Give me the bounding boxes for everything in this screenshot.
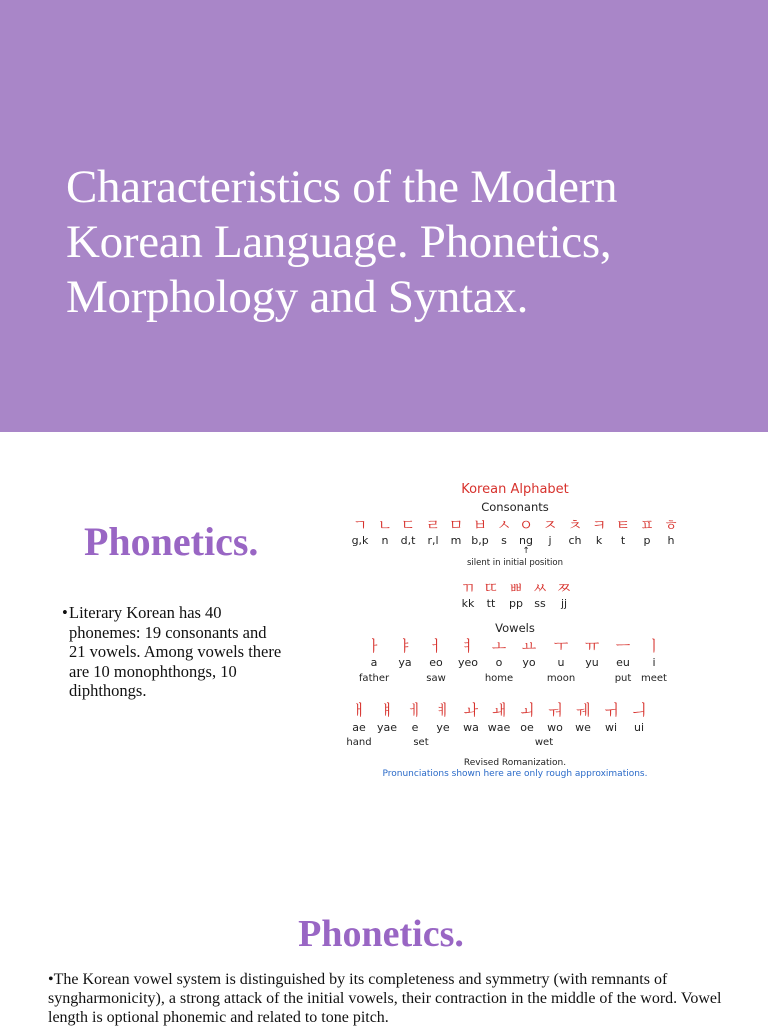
compound-vowel-hangul: ㅔ <box>407 701 423 719</box>
bullet-marker: • <box>48 971 54 988</box>
consonant-hangul: ㅈ <box>542 516 558 534</box>
alphabet-footnote-pronunciation: Pronunciations shown here are only rough approximations. <box>382 769 648 779</box>
vowel-example-word: saw <box>426 673 446 684</box>
compound-vowel-hangul: ㅒ <box>379 701 395 719</box>
consonant-roman: p <box>643 534 651 547</box>
compound-vowel-hangul: ㅞ <box>575 701 591 719</box>
consonant-hangul: ㅁ <box>448 516 464 534</box>
consonant-hangul: ㅋ <box>591 516 607 534</box>
compound-vowel-example-word: wet <box>534 737 554 748</box>
alphabet-title: Korean Alphabet <box>461 482 569 497</box>
consonant-roman: ng <box>519 534 533 547</box>
compound-vowel-roman: yae <box>376 721 398 734</box>
consonant-roman: h <box>667 534 675 547</box>
compound-vowel-hangul: ㅙ <box>491 701 507 719</box>
consonant-roman: b,p <box>471 534 489 547</box>
compound-vowel-example-word: hand <box>346 737 372 748</box>
vowel-roman: eu <box>616 656 630 669</box>
double-consonant-roman: kk <box>461 597 475 610</box>
consonant-hangul: ㅌ <box>615 516 631 534</box>
vowel-hangul: ㅓ <box>428 637 444 655</box>
consonant-hangul: ㅂ <box>472 516 488 534</box>
vowel-hangul: ㅡ <box>615 637 631 655</box>
double-consonant-hangul: ㄸ <box>483 579 499 597</box>
consonant-hangul: ㅎ <box>663 516 679 534</box>
double-consonant-roman: tt <box>486 597 496 610</box>
vowel-example-word: put <box>614 673 632 684</box>
vowel-roman: yu <box>585 656 599 669</box>
vowel-hangul: ㅑ <box>397 637 413 655</box>
compound-vowel-example-word: set <box>413 737 429 748</box>
vowel-roman: i <box>652 656 656 669</box>
consonant-roman: t <box>620 534 626 547</box>
consonant-roman: s <box>501 534 507 547</box>
compound-vowel-hangul: ㅖ <box>435 701 451 719</box>
consonant-hangul: ㄱ <box>352 516 368 534</box>
vowel-hangul: ㅗ <box>491 637 507 655</box>
vowel-roman: yeo <box>457 656 479 669</box>
vowel-example-word: moon <box>546 673 576 684</box>
compound-vowel-roman: we <box>575 721 591 734</box>
vowel-roman: u <box>557 656 565 669</box>
vowel-hangul: ㅕ <box>460 637 476 655</box>
vowel-hangul: ㅣ <box>646 637 662 655</box>
vowel-system-bullet <box>48 970 728 1027</box>
phonetics-heading: Phonetics. <box>84 519 259 564</box>
compound-vowel-roman: ui <box>633 721 645 734</box>
compound-vowel-hangul: ㅝ <box>547 701 563 719</box>
compound-vowel-roman: wo <box>547 721 563 734</box>
vowel-example-word: home <box>484 673 514 684</box>
vowel-example-word: father <box>358 673 390 684</box>
consonant-roman: r,l <box>427 534 439 547</box>
vowel-example-word: meet <box>641 673 667 684</box>
consonant-roman: m <box>450 534 462 547</box>
consonant-roman: k <box>595 534 603 547</box>
compound-vowel-roman: wi <box>604 721 618 734</box>
double-consonant-hangul: ㅃ <box>508 579 524 597</box>
silent-note: silent in initial position <box>467 558 563 568</box>
bullet-marker: • <box>62 603 68 622</box>
consonant-hangul: ㅇ <box>518 516 534 534</box>
bullet-text: The Korean vowel system is distinguished by its completeness and symmetry (with remnants of syngharmonicity), a strong attack of the initial vowels, their contraction in the middle of the word. Vowel length is optional phonemic and related to tone pitch. <box>48 971 722 1026</box>
vowel-roman: o <box>495 656 503 669</box>
vowels-label: Vowels <box>495 621 535 635</box>
double-consonant-roman: ss <box>534 597 546 610</box>
compound-vowel-roman: wa <box>463 721 479 734</box>
compound-vowel-hangul: ㅘ <box>463 701 479 719</box>
compound-vowel-hangul: ㅢ <box>631 701 647 719</box>
alphabet-footnote-romanization: Revised Romanization. <box>463 758 567 768</box>
compound-vowel-hangul: ㅟ <box>603 701 619 719</box>
korean-alphabet-chart <box>330 470 700 790</box>
consonant-roman: d,t <box>400 534 416 547</box>
vowel-hangul: ㅏ <box>366 637 382 655</box>
vowel-roman: eo <box>429 656 443 669</box>
consonant-hangul: ㅍ <box>639 516 655 534</box>
consonant-hangul: ㄷ <box>400 516 416 534</box>
consonant-roman: j <box>548 534 552 547</box>
bullet-text: Literary Korean has 40 phonemes: 19 consonants and 21 vowels. Among vowels there are 10 monophthongs, 10 diphthongs. <box>69 603 282 700</box>
consonant-roman: n <box>381 534 389 547</box>
compound-vowel-roman: e <box>411 721 419 734</box>
compound-vowel-hangul: ㅐ <box>351 701 367 719</box>
vowel-roman: yo <box>522 656 536 669</box>
consonant-roman: g,k <box>351 534 369 547</box>
compound-vowel-hangul: ㅚ <box>519 701 535 719</box>
compound-vowel-roman: ae <box>352 721 366 734</box>
phonetics-heading-2: Phonetics. <box>298 913 464 955</box>
consonants-label: Consonants <box>481 500 549 514</box>
consonant-hangul: ㅅ <box>496 516 512 534</box>
slide-title: Characteristics of the Modern Korean Language. Phonetics, Morphology and Syntax. <box>66 161 618 323</box>
phonetics-bullet <box>62 603 282 701</box>
vowel-hangul: ㅛ <box>521 637 537 655</box>
double-consonant-hangul: ㅆ <box>532 579 548 597</box>
title-slide <box>0 0 768 432</box>
double-consonant-roman: jj <box>560 597 568 610</box>
silent-arrow: ↑ <box>522 546 530 556</box>
consonant-hangul: ㄹ <box>425 516 441 534</box>
double-consonant-hangul: ㄲ <box>460 579 476 597</box>
vowel-roman: a <box>370 656 378 669</box>
vowel-hangul: ㅠ <box>584 637 600 655</box>
compound-vowel-roman: ye <box>436 721 450 734</box>
double-consonant-roman: pp <box>509 597 523 610</box>
compound-vowel-roman: oe <box>520 721 534 734</box>
consonant-hangul: ㄴ <box>377 516 393 534</box>
consonant-hangul: ㅊ <box>567 516 583 534</box>
vowel-hangul: ㅜ <box>553 637 569 655</box>
vowel-roman: ya <box>398 656 412 669</box>
consonant-roman: ch <box>568 534 582 547</box>
double-consonant-hangul: ㅉ <box>556 579 572 597</box>
compound-vowel-roman: wae <box>487 721 511 734</box>
